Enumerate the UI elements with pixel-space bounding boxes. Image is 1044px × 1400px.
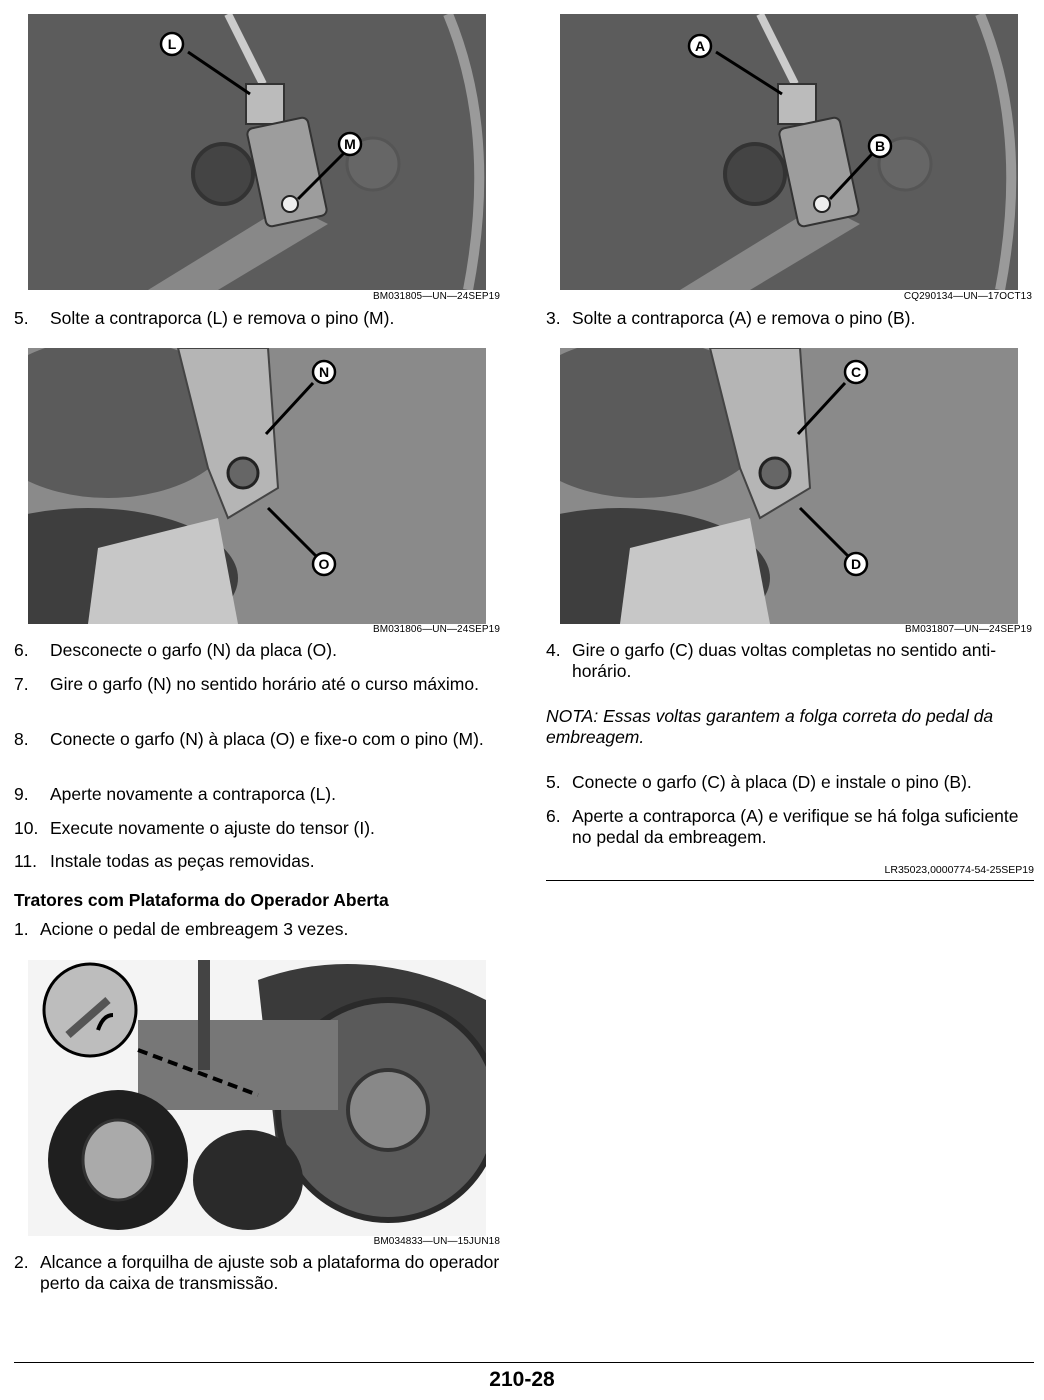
step-number: 1. [14, 919, 29, 939]
step-8 [14, 729, 502, 750]
step-text: Conecte o garfo (C) à placa (D) e instale o pino (B). [572, 772, 972, 792]
step-4 [546, 640, 1034, 682]
step-text: Instale todas as peças removidas. [50, 851, 315, 871]
step-11 [14, 851, 502, 872]
step-number: 5. [14, 308, 29, 328]
step-text: Conecte o garfo (N) à placa (O) e fixe-o com o pino (M). [50, 729, 484, 749]
figure-caption: BM031807—UN—24SEP19 [905, 624, 1032, 635]
step-number: 6. [546, 806, 561, 826]
figure-clevis-plate-illustration [28, 348, 486, 624]
figure-locknut-pin-photo [28, 14, 486, 290]
figure-locknut-pin-illustration [560, 14, 1018, 290]
step-number: 3. [546, 308, 561, 328]
callout-D-label: D [850, 556, 862, 572]
callout-A-label: A [694, 38, 706, 54]
figure-clevis-plate-photo [560, 348, 1018, 624]
step-number: 5. [546, 772, 561, 792]
step-text: Solte a contraporca (L) e remova o pino (M). [50, 308, 395, 328]
step-number: 2. [14, 1252, 29, 1272]
callout-O-label: O [318, 556, 330, 572]
step-number: 10. [14, 818, 39, 838]
step-5-right [546, 772, 1034, 793]
figure-caption: BM034833—UN—15JUN18 [373, 1236, 500, 1247]
step-text: Gire o garfo (C) duas voltas completas no sentido anti-horário. [572, 640, 997, 681]
step-text: Alcance a forquilha de ajuste sob a plataforma do operador perto da caixa de transmissão. [40, 1252, 500, 1293]
reference-code: LR35023,0000774-54-25SEP19 [884, 864, 1034, 876]
step-number: 8. [14, 729, 29, 749]
step-open-2 [14, 1252, 502, 1294]
callout-N-label: N [318, 364, 330, 380]
step-text: Aperte a contraporca (A) e verifique se há folga suficiente no pedal da embreagem. [572, 806, 1019, 847]
step-3 [546, 308, 1034, 329]
step-open-1 [14, 919, 502, 940]
callout-M-label: M [344, 136, 356, 152]
page-number: 210-28 [489, 1368, 555, 1391]
step-6 [14, 640, 502, 661]
step-number: 11. [14, 851, 38, 871]
step-5 [14, 308, 502, 329]
step-number: 7. [14, 674, 29, 694]
figure-locknut-pin-photo [560, 14, 1018, 290]
figure-caption: BM031805—UN—24SEP19 [373, 291, 500, 302]
callout-C-label: C [850, 364, 862, 380]
step-text: Acione o pedal de embreagem 3 vezes. [40, 919, 349, 939]
note [546, 706, 1034, 748]
note-text: Essas voltas garantem a folga correta do pedal da embreagem. [546, 706, 994, 747]
figure-caption: CQ290134—UN—17OCT13 [903, 291, 1032, 302]
figure-clevis-plate-illustration [560, 348, 1018, 624]
callout-L-label: L [167, 36, 177, 52]
step-number: 6. [14, 640, 29, 660]
section-divider [546, 880, 1034, 881]
step-7 [14, 674, 502, 695]
step-text: Execute novamente o ajuste do tensor (I). [50, 818, 375, 838]
step-text: Solte a contraporca (A) e remova o pino (B). [572, 308, 916, 328]
figure-clevis-plate-photo [28, 348, 486, 624]
section-heading: Tratores com Plataforma do Operador Aberta [14, 890, 389, 910]
tractor-drawing [28, 960, 486, 1236]
step-10 [14, 818, 502, 839]
step-number: 9. [14, 784, 29, 804]
step-text: Aperte novamente a contraporca (L). [50, 784, 336, 804]
step-9 [14, 784, 502, 805]
note-label: NOTA: [546, 706, 599, 726]
step-6-right [546, 806, 1034, 848]
step-text: Desconecte o garfo (N) da placa (O). [50, 640, 337, 660]
step-text: Gire o garfo (N) no sentido horário até o curso máximo. [50, 674, 479, 694]
callout-B-label: B [874, 138, 886, 154]
figure-locknut-pin-illustration [28, 14, 486, 290]
figure-caption: BM031806—UN—24SEP19 [373, 624, 500, 635]
footer-divider [14, 1362, 1034, 1363]
step-number: 4. [546, 640, 561, 660]
figure-tractor-illustration [28, 960, 486, 1236]
